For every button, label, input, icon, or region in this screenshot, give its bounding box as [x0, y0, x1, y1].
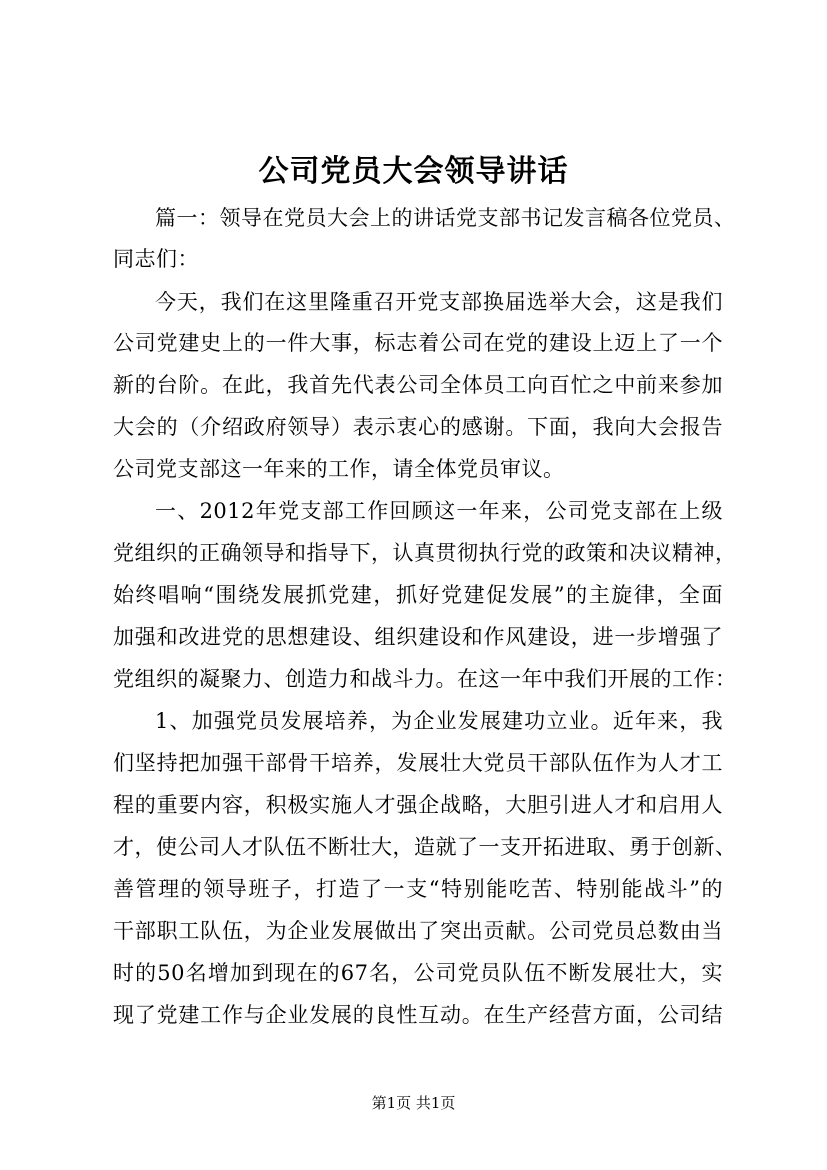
text-line: 公司党建史上的一件大事，标志着公司在党的建设上迈上了一个 — [113, 331, 723, 355]
text-line: 善管理的领导班子，打造了一支“特别能吃苦、特别能战斗”的 — [113, 877, 723, 901]
text-line: 始终唱响“围绕发展抓党建，抓好党建促发展”的主旋律，全面 — [113, 583, 723, 607]
text-line: 新的台阶。在此，我首先代表公司全体员工向百忙之中前来参加 — [113, 373, 723, 397]
text-line: 加强和改进党的思想建设、组织建设和作风建设，进一步增强了 — [113, 625, 723, 649]
page-footer: 第1页 共1页 — [371, 1094, 456, 1112]
text-line: 1、加强党员发展培养，为企业发展建功立业。近年来，我 — [155, 709, 723, 733]
text-line: 篇一：领导在党员大会上的讲话党支部书记发言稿各位党员、 — [155, 206, 736, 230]
text-line: 们坚持把加强干部骨干培养，发展壮大党员干部队伍作为人才工 — [113, 751, 723, 775]
text-line: 干部职工队伍，为企业发展做出了突出贡献。公司党员总数由当 — [113, 919, 723, 943]
text-line: 大会的（介绍政府领导）表示衷心的感谢。下面，我向大会报告 — [113, 415, 723, 439]
document-title: 公司党员大会领导讲话 — [258, 154, 569, 189]
text-line: 程的重要内容，积极实施人才强企战略，大胆引进人才和启用人 — [113, 793, 723, 817]
text-line: 党组织的正确领导和指导下，认真贯彻执行党的政策和决议精神， — [113, 541, 737, 565]
text-line: 时的50名增加到现在的67名，公司党员队伍不断发展壮大，实 — [113, 961, 723, 985]
text-line: 今天，我们在这里隆重召开党支部换届选举大会，这是我们 — [155, 290, 723, 314]
text-line: 才，使公司人才队伍不断壮大，造就了一支开拓进取、勇于创新、 — [113, 835, 737, 859]
text-line: 党组织的凝聚力、创造力和战斗力。在这一年中我们开展的工作： — [113, 667, 737, 691]
text-line: 一、2012年党支部工作回顾这一年来，公司党支部在上级 — [155, 499, 723, 523]
text-line: 现了党建工作与企业发展的良性互动。在生产经营方面，公司结 — [113, 1003, 723, 1027]
text-line: 同志们： — [113, 247, 199, 271]
text-line: 公司党支部这一年来的工作，请全体党员审议。 — [113, 457, 565, 481]
